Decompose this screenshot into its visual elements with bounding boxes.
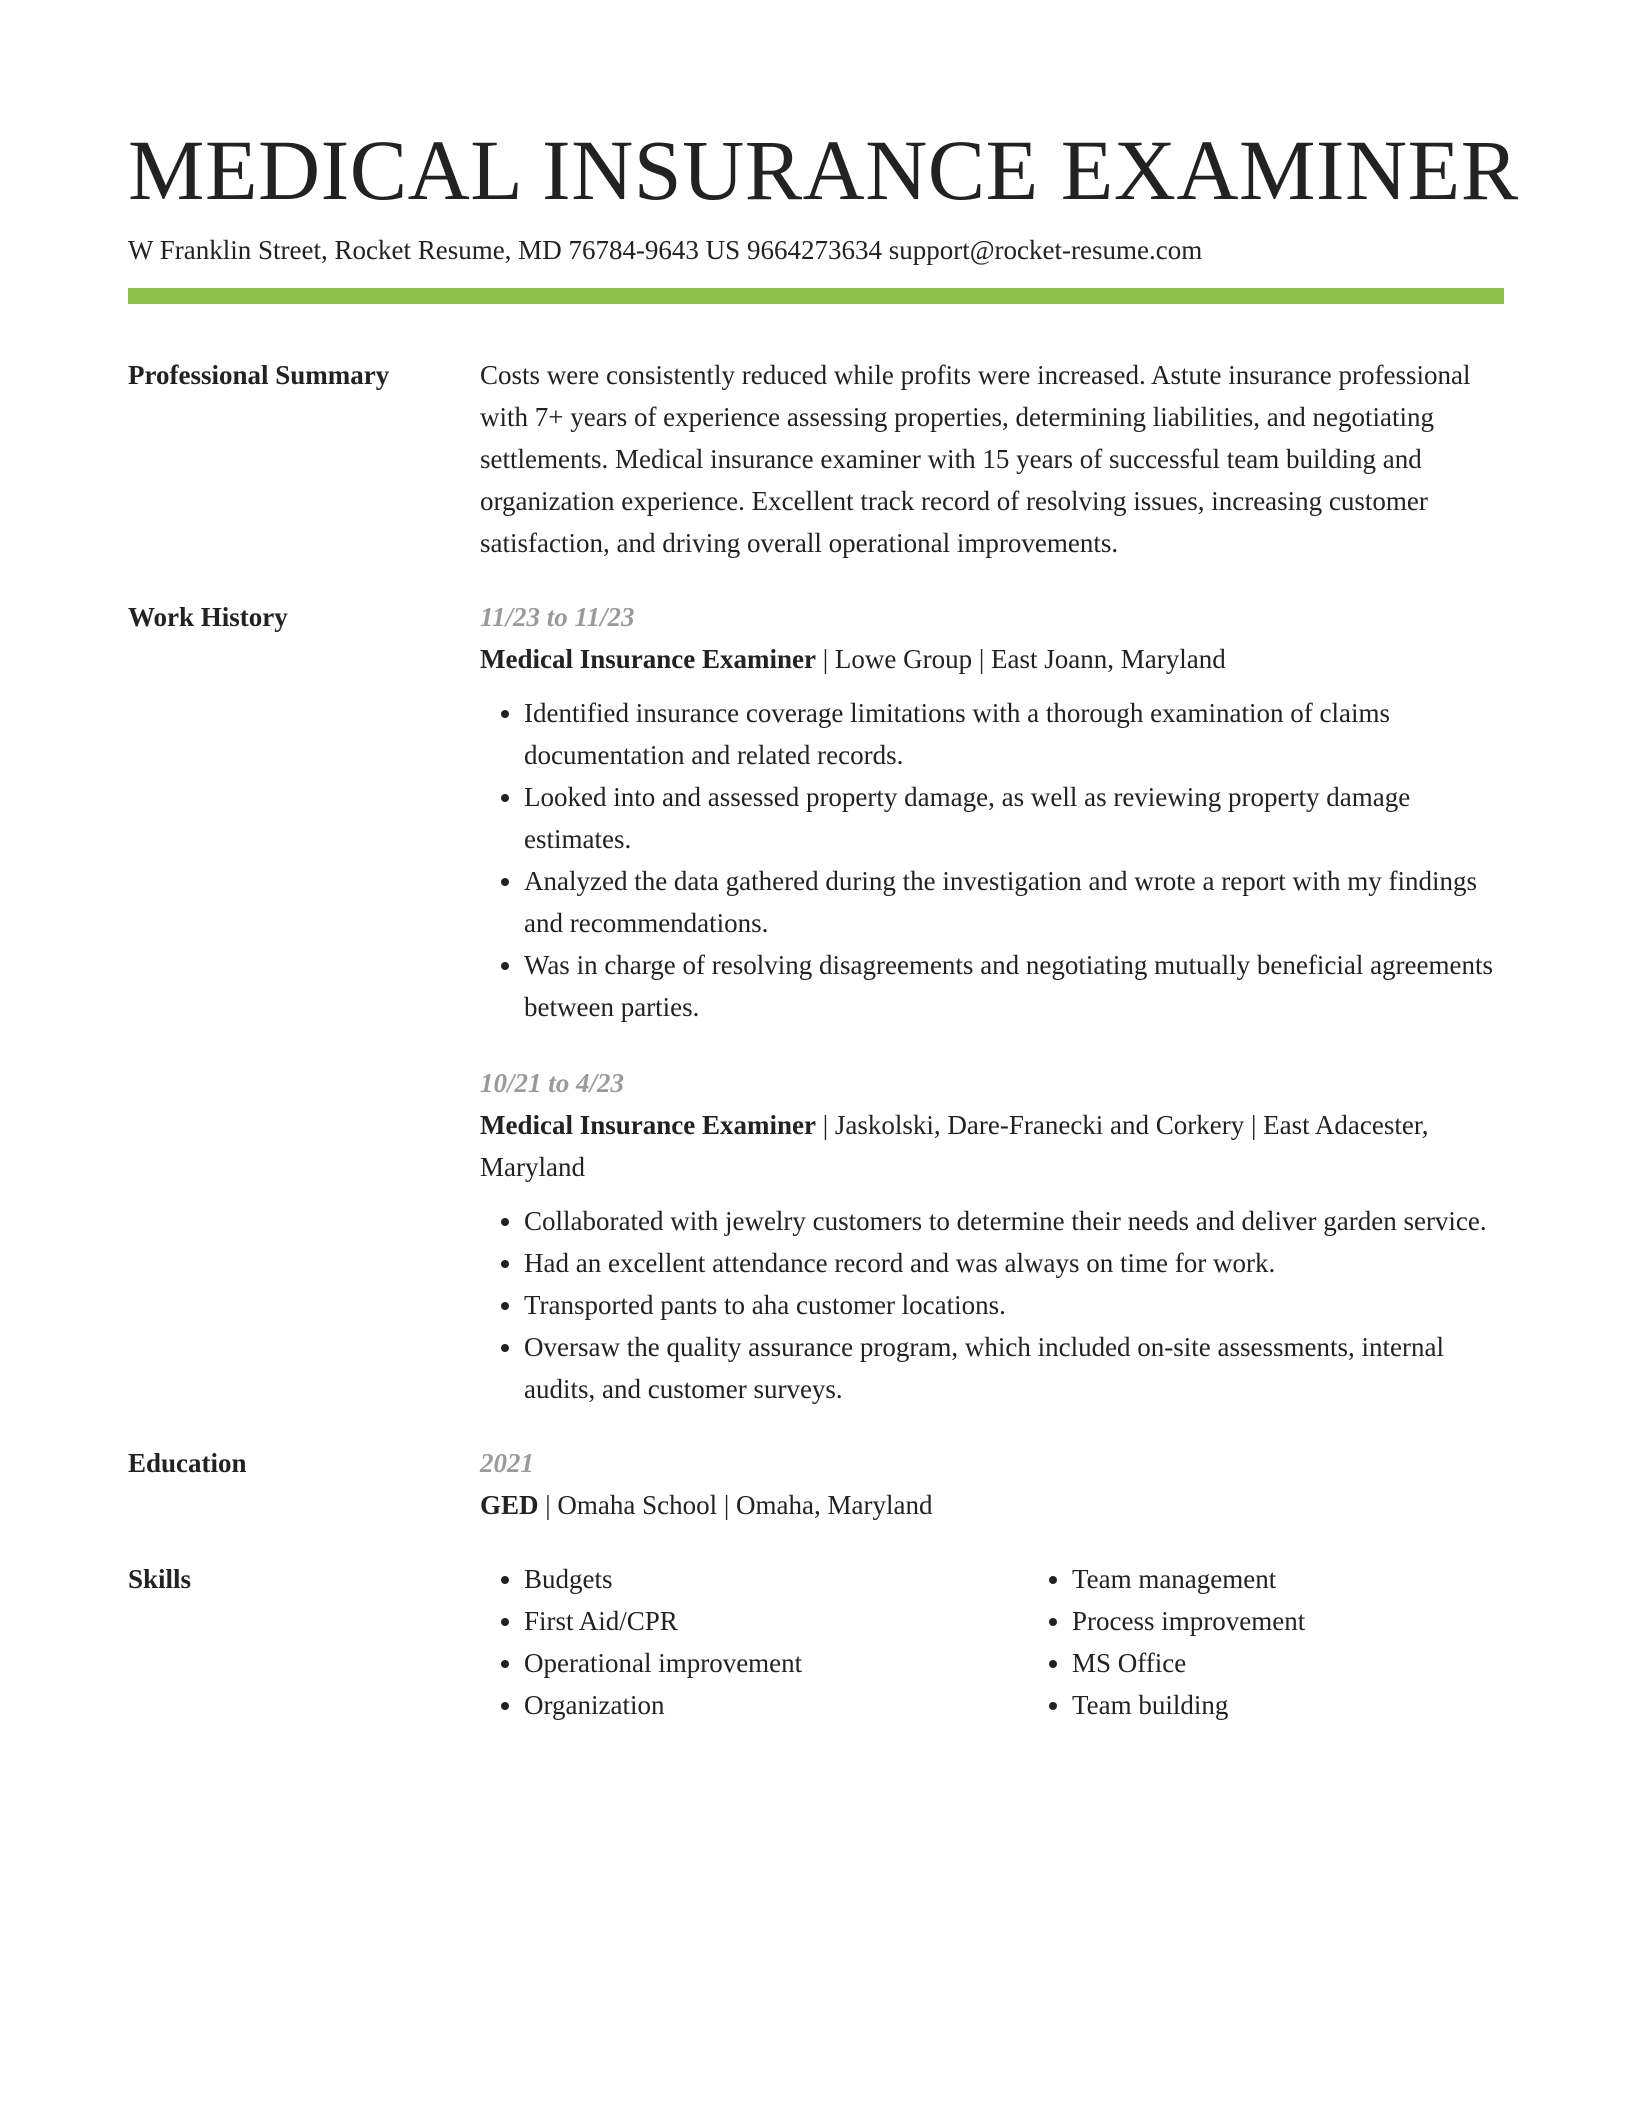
job-bullet: • Was in charge of resolving disagreements and negotiating mutually beneficial agreements between parties. — [524, 944, 1504, 1028]
accent-divider — [128, 288, 1504, 304]
job-details: | Jaskolski, Dare-Franecki and Corkery | East Adacester, Maryland — [480, 1110, 1429, 1182]
education-year: 2021 — [480, 1448, 534, 1478]
job-bullet: • Oversaw the quality assurance program, which included on-site assessments, internal audits, and customer surveys. — [524, 1326, 1504, 1410]
job-heading — [480, 1104, 1504, 1188]
job-bullets — [480, 1200, 1504, 1410]
job-heading — [480, 638, 1504, 680]
education-details: | Omaha School | Omaha, Maryland — [538, 1490, 933, 1520]
skill-item: • Team management — [1072, 1558, 1305, 1600]
job-role: Medical Insurance Examiner — [480, 644, 816, 674]
job-details: | Lowe Group | East Joann, Maryland — [815, 644, 1226, 674]
skill-item: • Process improvement — [1072, 1600, 1305, 1642]
work-history-list — [480, 596, 1504, 1410]
section-title-summary: Professional Summary — [128, 360, 390, 390]
skill-item: • Organization — [524, 1684, 1028, 1726]
skills-list-left — [480, 1558, 1028, 1726]
job-bullet: • Collaborated with jewelry customers to determine their needs and deliver garden service. — [524, 1200, 1504, 1242]
job-bullets — [480, 692, 1504, 1028]
job-dates: 10/21 to 4/23 — [480, 1068, 625, 1098]
skill-item: • Team building — [1072, 1684, 1305, 1726]
job-entry — [480, 596, 1504, 1028]
job-dates: 11/23 to 11/23 — [480, 602, 635, 632]
contact-line: W Franklin Street, Rocket Resume, MD 76784-9643 US 9664273634 support@rocket-resume.com — [128, 235, 1203, 265]
job-bullet: • Looked into and assessed property damage, as well as reviewing property damage estimates. — [524, 776, 1504, 860]
job-role: Medical Insurance Examiner — [480, 1110, 816, 1140]
resume-page — [128, 118, 1519, 1726]
work-history-section — [128, 596, 1504, 1410]
job-bullet: • Had an excellent attendance record and was always on time for work. — [524, 1242, 1504, 1284]
summary-text: Costs were consistently reduced while profits were increased. Astute insurance professional with 7+ years of experience assessing properties, determining liabilities, and negotiating settlements. Medical insurance examiner with 15 years of successful team building and organization experience. Excellent track record of resolving issues, increasing customer satisfaction, and driving overall operational improvements. — [480, 360, 1471, 558]
section-title-skills: Skills — [128, 1564, 192, 1594]
skill-item: • MS Office — [1072, 1642, 1305, 1684]
skill-item: • Operational improvement — [524, 1642, 1028, 1684]
section-title-education: Education — [128, 1448, 247, 1478]
professional-summary-section — [128, 354, 1504, 564]
skill-item: • Budgets — [524, 1558, 1028, 1600]
education-degree: GED — [480, 1490, 539, 1520]
skills-section — [128, 1558, 1504, 1726]
education-section — [128, 1442, 1504, 1526]
skills-list-right — [1028, 1558, 1305, 1726]
job-bullet: • Transported pants to aha customer locations. — [524, 1284, 1504, 1326]
education-heading — [480, 1484, 1504, 1526]
education-entry — [480, 1442, 1504, 1526]
job-entry — [480, 1062, 1504, 1410]
skills-columns — [480, 1558, 1504, 1726]
skill-item: • First Aid/CPR — [524, 1600, 1028, 1642]
job-bullet: • Analyzed the data gathered during the investigation and wrote a report with my findings and recommendations. — [524, 860, 1504, 944]
candidate-name: MEDICAL INSURANCE EXAMINER — [128, 122, 1519, 218]
job-bullet: • Identified insurance coverage limitations with a thorough examination of claims documentation and related records. — [524, 692, 1504, 776]
section-title-work: Work History — [128, 602, 288, 632]
